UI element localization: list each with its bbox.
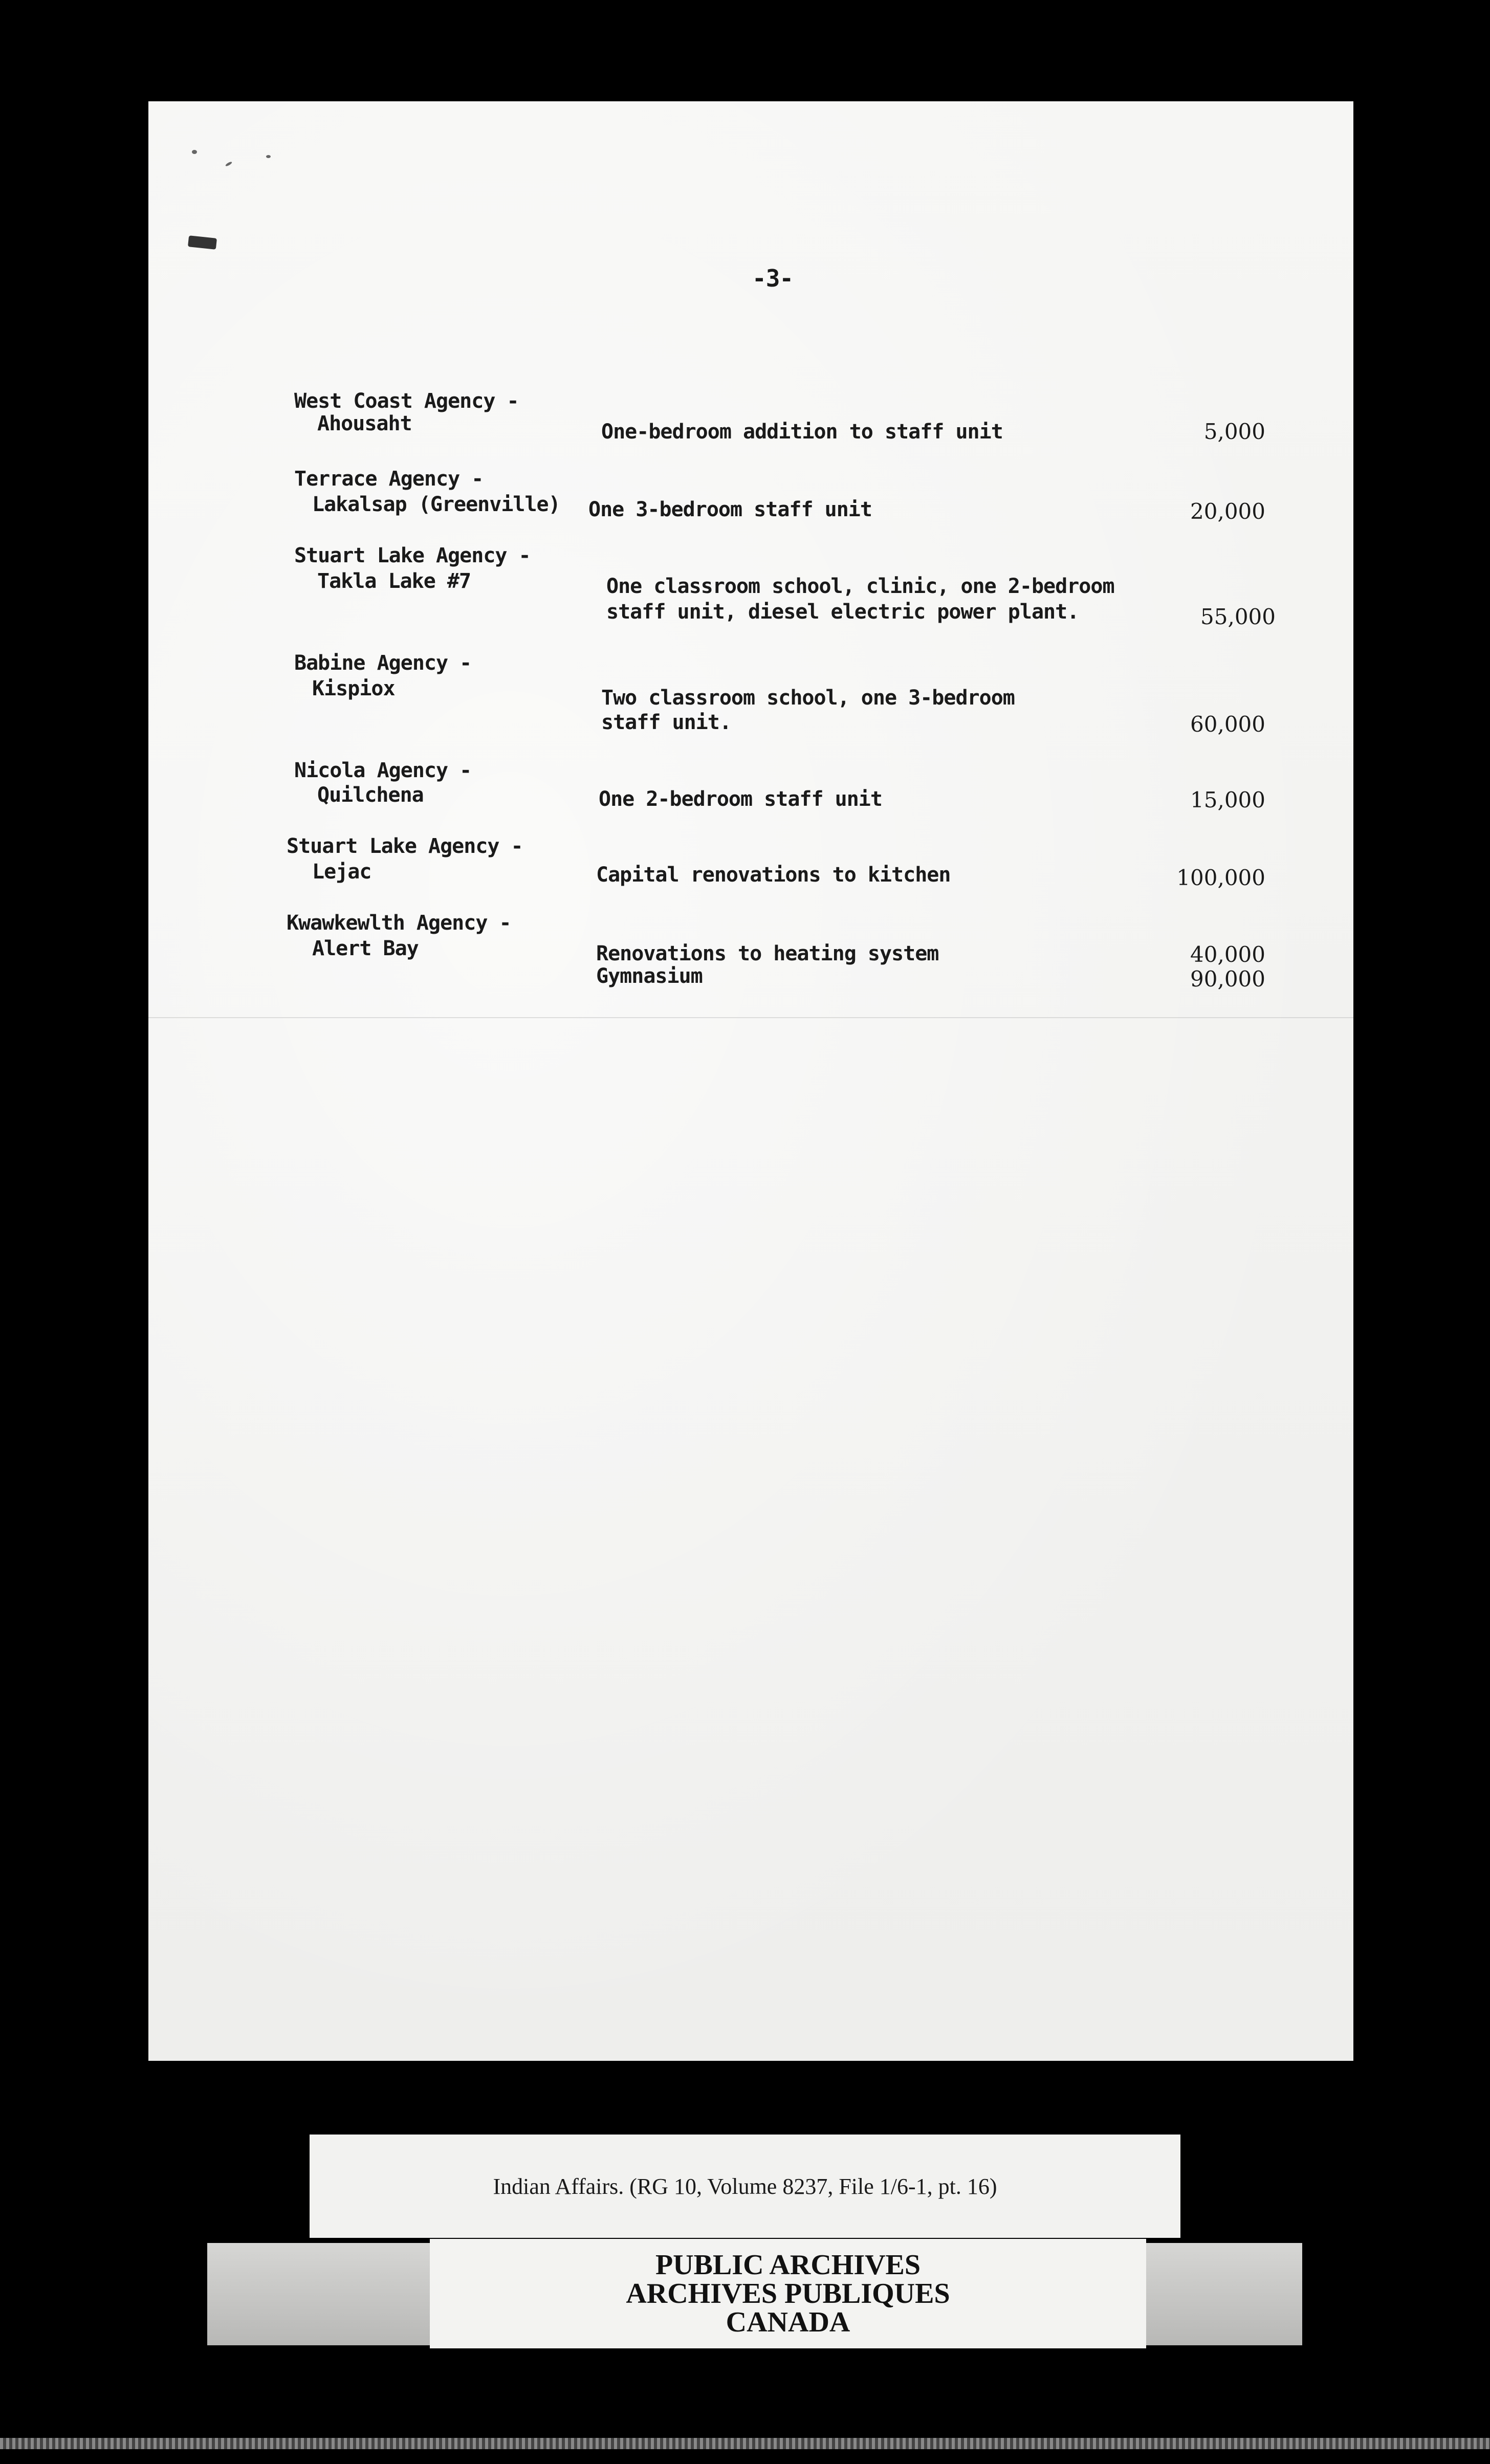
project-description: One 3-bedroom staff unit bbox=[588, 498, 872, 521]
project-description: staff unit, diesel electric power plant. bbox=[606, 600, 1079, 624]
agency-location: Alert Bay bbox=[312, 937, 419, 960]
archive-label-line: CANADA bbox=[726, 2306, 850, 2338]
fold-line bbox=[148, 1017, 1353, 1018]
project-amount: 5,000 bbox=[1203, 419, 1265, 444]
project-description: staff unit. bbox=[601, 711, 731, 734]
film-edge bbox=[0, 2438, 1490, 2449]
agency-name: Kwawkewlth Agency - bbox=[287, 911, 511, 935]
project-description: Renovations to heating system bbox=[596, 942, 939, 965]
project-amount: 100,000 bbox=[1176, 865, 1265, 890]
archive-label-line: PUBLIC ARCHIVES bbox=[655, 2249, 921, 2281]
archive-label-line: ARCHIVES PUBLIQUES bbox=[626, 2278, 950, 2309]
project-amount: 60,000 bbox=[1190, 712, 1265, 737]
agency-location: Takla Lake #7 bbox=[317, 569, 471, 593]
project-description: Capital renovations to kitchen bbox=[596, 863, 951, 887]
agency-name: Terrace Agency - bbox=[294, 467, 484, 491]
agency-name: Stuart Lake Agency - bbox=[294, 544, 531, 567]
agency-location: Kispiox bbox=[312, 677, 395, 700]
paper-speck bbox=[225, 161, 233, 167]
page-number: -3- bbox=[752, 265, 794, 292]
agency-name: Babine Agency - bbox=[294, 651, 472, 675]
agency-name: Stuart Lake Agency - bbox=[287, 834, 523, 858]
project-amount: 15,000 bbox=[1190, 787, 1265, 812]
project-description: One classroom school, clinic, one 2-bedroom bbox=[606, 575, 1114, 598]
agency-location: Lakalsap (Greenville) bbox=[312, 493, 560, 516]
agency-location: Lejac bbox=[312, 860, 371, 884]
archive-label bbox=[430, 2239, 1146, 2348]
archive-reference-label bbox=[310, 2135, 1180, 2238]
paper-speck bbox=[266, 155, 271, 158]
project-description: One 2-bedroom staff unit bbox=[599, 787, 882, 811]
project-description: One-bedroom addition to staff unit bbox=[601, 420, 1003, 444]
project-amount: 20,000 bbox=[1190, 499, 1265, 524]
agency-location: Ahousaht bbox=[317, 412, 412, 435]
document-page bbox=[148, 101, 1353, 2061]
project-amount: 55,000 bbox=[1200, 604, 1276, 629]
agency-location: Quilchena bbox=[317, 783, 424, 807]
project-amount: 40,000 bbox=[1190, 942, 1265, 967]
project-amount: 90,000 bbox=[1190, 966, 1265, 992]
ink-mark bbox=[188, 235, 217, 250]
archive-reference: Indian Affairs. (RG 10, Volume 8237, File 1/6-1, pt. 16) bbox=[493, 2173, 997, 2199]
paper-speck bbox=[192, 150, 197, 154]
project-description: Two classroom school, one 3-bedroom bbox=[601, 686, 1015, 710]
agency-name: West Coast Agency - bbox=[294, 389, 519, 413]
project-description: Gymnasium bbox=[596, 964, 703, 988]
agency-name: Nicola Agency - bbox=[294, 759, 472, 782]
